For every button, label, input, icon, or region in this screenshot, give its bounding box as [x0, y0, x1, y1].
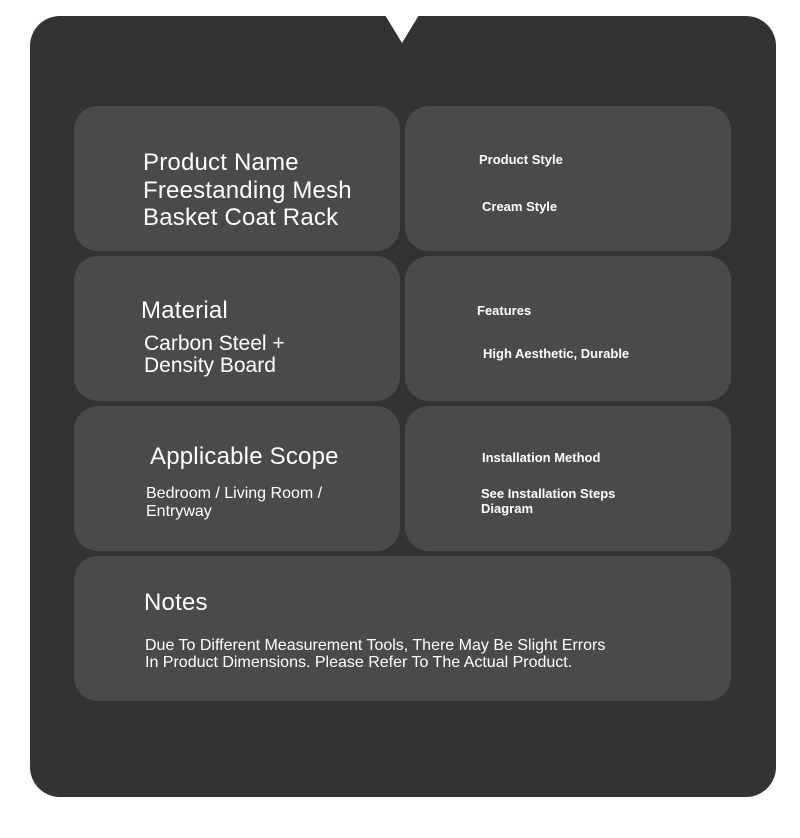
material-value-line1: Carbon Steel +	[144, 332, 285, 355]
card-installation-method	[405, 406, 731, 551]
product-name-label: Product Name	[143, 149, 299, 176]
features-label: Features	[477, 303, 532, 318]
features-value: High Aesthetic, Durable	[483, 346, 630, 361]
applicable-scope-label: Applicable Scope	[150, 443, 339, 470]
installation-method-label: Installation Method	[482, 450, 601, 465]
card-material	[74, 256, 400, 401]
product-style-value: Cream Style	[482, 199, 558, 214]
installation-method-value-line2: Diagram	[481, 501, 534, 516]
product-style-label: Product Style	[479, 152, 563, 167]
card-product-style	[405, 106, 731, 251]
applicable-scope-value-line1: Bedroom / Living Room /	[146, 485, 323, 502]
card-product-name	[74, 106, 400, 251]
notes-value-line2: In Product Dimensions. Please Refer To The Actual Product.	[145, 654, 573, 671]
notes-value-line1: Due To Different Measurement Tools, There May Be Slight Errors	[145, 637, 606, 654]
spec-panel	[30, 16, 776, 797]
material-label: Material	[141, 297, 228, 324]
notes-label: Notes	[144, 589, 208, 616]
material-value-line2: Density Board	[144, 354, 276, 377]
applicable-scope-value-line2: Entryway	[146, 503, 212, 520]
card-features	[405, 256, 731, 401]
installation-method-value-line1: See Installation Steps	[481, 486, 616, 501]
card-notes	[74, 556, 731, 701]
product-name-value-line2: Basket Coat Rack	[143, 204, 339, 231]
panel-notch	[385, 15, 419, 43]
product-name-value-line1: Freestanding Mesh	[143, 177, 352, 204]
card-applicable-scope	[74, 406, 400, 551]
